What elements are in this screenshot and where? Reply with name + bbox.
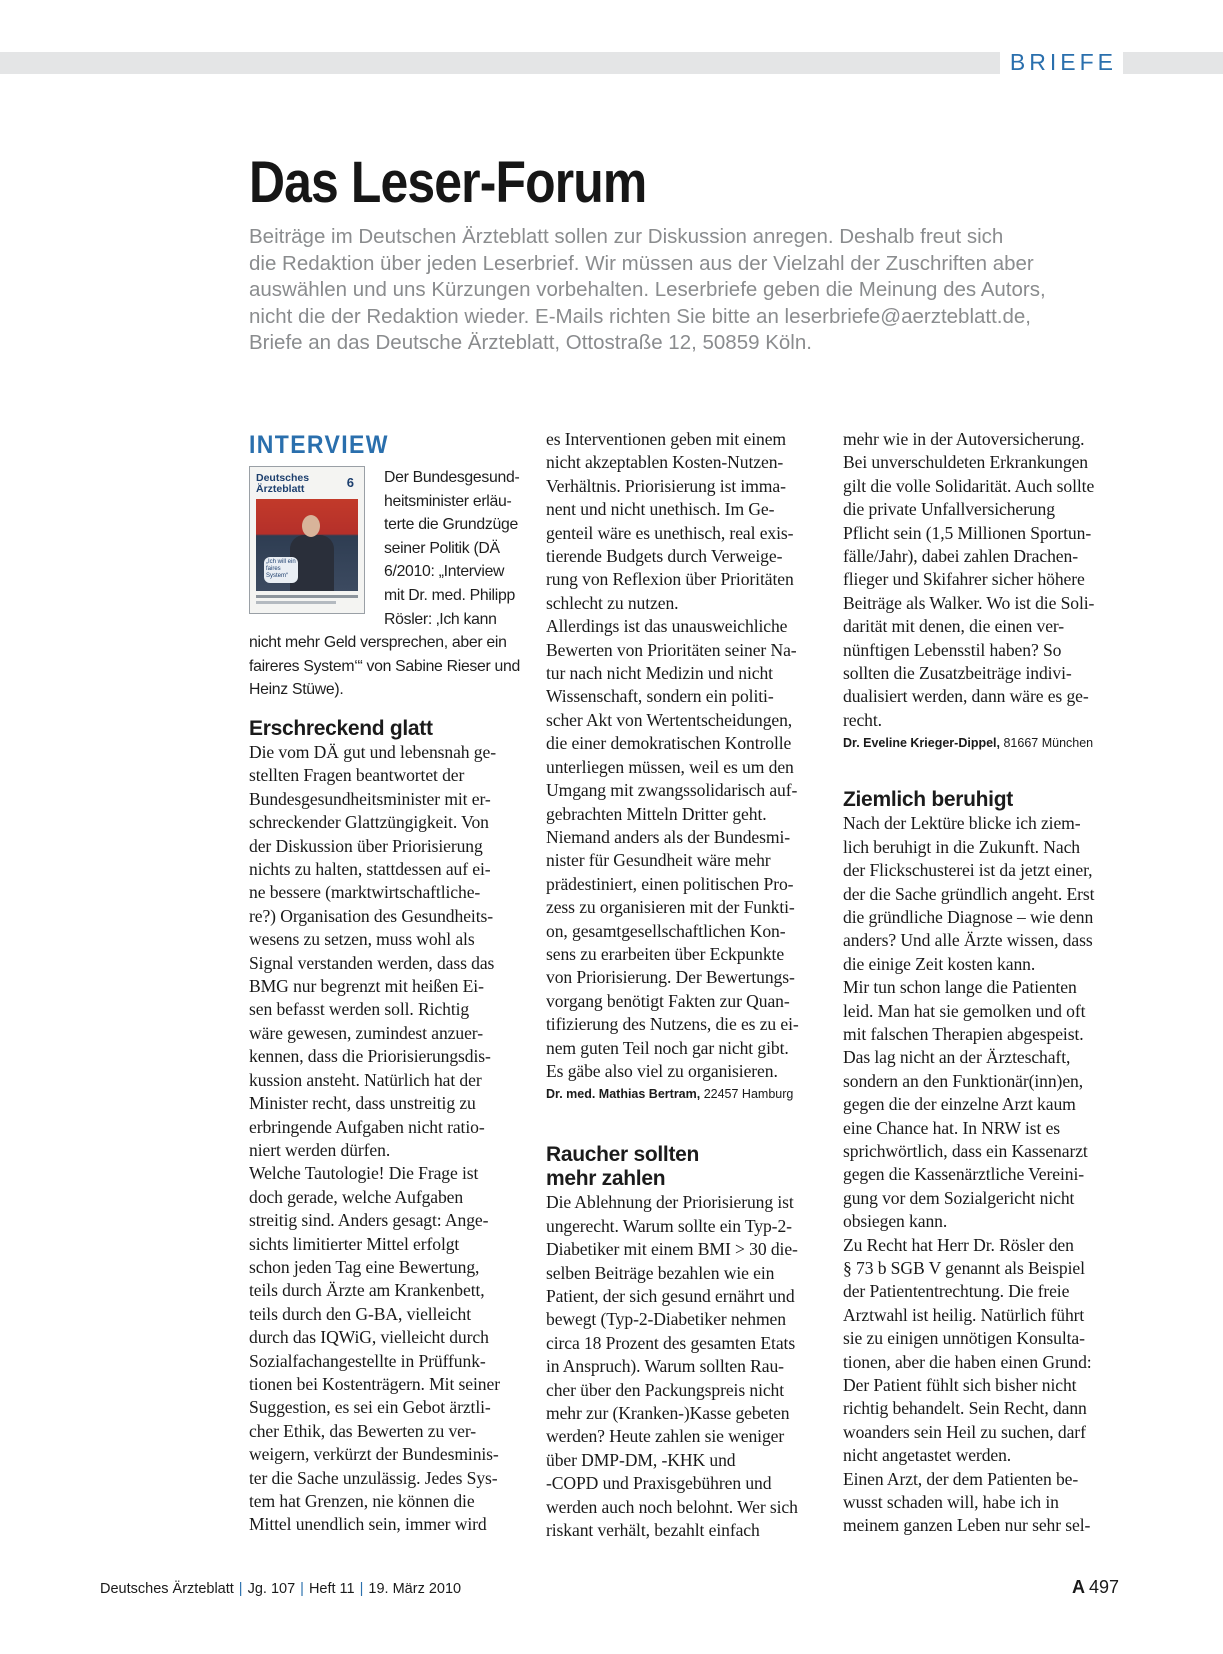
text-line: wesens zu setzen, muss wohl als xyxy=(249,929,475,950)
text-line: cher Ethik, das Bewerten zu ver- xyxy=(249,1420,477,1441)
text-line: Der Patient fühlt sich bisher nicht xyxy=(843,1375,1077,1396)
text-line: cher über den Packungspreis nicht xyxy=(546,1379,785,1400)
text-line: erbringende Aufgaben nicht ratio- xyxy=(249,1116,485,1137)
footer-separator: | xyxy=(300,1581,304,1597)
column-3 xyxy=(843,428,1123,1538)
page-title: Das Leser-Forum xyxy=(249,150,647,215)
text-line: teils durch den G-BA, vielleicht xyxy=(249,1303,472,1324)
letter-heading: mehr zahlen xyxy=(546,1167,666,1191)
text-line: mehr wie in der Autoversicherung. xyxy=(843,429,1085,449)
footer-separator: | xyxy=(359,1581,364,1597)
text-line: re?) Organisation des Gesundheits- xyxy=(249,905,493,926)
text-line: nünftigen Lebensstil haben? So xyxy=(843,639,1062,660)
text-line: teils durch Ärzte am Krankenbett, xyxy=(249,1280,485,1301)
text-line: 6/2010: „Interview xyxy=(384,563,505,581)
text-line: durch das IQWiG, vielleicht durch xyxy=(249,1327,489,1348)
text-line: weigern, verkürzt der Bundesminis- xyxy=(249,1444,499,1465)
text-line: streitig sind. Anders gesagt: Ange- xyxy=(249,1210,489,1231)
text-line: flieger und Skifahrer sicher höhere xyxy=(843,569,1085,590)
text-line: -COPD und Praxisgebühren und xyxy=(546,1473,772,1494)
text-line: meinem ganzen Leben nur sehr sel- xyxy=(843,1515,1091,1536)
column-2 xyxy=(546,428,826,1542)
intro-line: nicht die der Redaktion wieder. E-Mails richten Sie bitte an leserbriefe@aerzteblatt.de, xyxy=(249,304,1031,328)
text-line: nichts zu halten, stattdessen auf ei- xyxy=(249,859,491,880)
cover-quote: „Ich will ein faires System“ xyxy=(264,557,298,583)
text-line: wusst schaden will, habe ich in xyxy=(843,1492,1059,1513)
text-line: unterliegen müssen, weil es um den xyxy=(546,756,794,777)
text-line: sichts limitierter Mittel erfolgt xyxy=(249,1233,460,1254)
cover-title: Deutsches Ärzteblatt xyxy=(256,472,310,495)
text-line: obsiegen kann. xyxy=(843,1211,948,1232)
interview-kicker: INTERVIEW xyxy=(249,431,389,459)
text-line: leid. Man hat sie gemolken und oft xyxy=(843,1000,1086,1021)
text-line: Allerdings ist das unausweichliche xyxy=(546,616,788,637)
text-line: riskant verhält, bezahlt einfach xyxy=(546,1520,760,1541)
text-line: kussion ansteht. Natürlich hat der xyxy=(249,1069,482,1090)
text-line: sen befasst werden soll. Richtig xyxy=(249,999,470,1020)
text-line: Arztwahl ist heilig. Natürlich führt xyxy=(843,1304,1085,1325)
letter-signature xyxy=(546,1083,826,1105)
text-line: Die Ablehnung der Priorisierung ist xyxy=(546,1192,794,1213)
intro-line: die Redaktion über jeden Leserbrief. Wir müssen aus der Vielzahl der Zuschriften aber xyxy=(249,251,1034,275)
text-line: bewegt (Typ-2-Diabetiker nehmen xyxy=(546,1309,786,1330)
text-line: tifizierung des Nutzens, die es zu ei- xyxy=(546,1014,799,1035)
text-line: rung von Reflexion über Prioritäten xyxy=(546,569,794,590)
text-line: Der Bundesgesund- xyxy=(384,469,520,486)
text-line: scher Akt von Wertentscheidungen, xyxy=(546,709,793,730)
letter-heading: Ziemlich beruhigt xyxy=(843,788,1013,812)
text-line: ter die Sache unzulässig. Jedes Sys- xyxy=(249,1467,498,1488)
text-line: doch gerade, welche Aufgaben xyxy=(249,1186,464,1207)
page-number xyxy=(1072,1577,1119,1598)
text-line: die private Unfallversicherung xyxy=(843,499,1055,520)
intro-paragraph xyxy=(249,224,1129,357)
text-line: schlecht zu nutzen. xyxy=(546,592,679,613)
text-line: Diabetiker mit einem BMI > 30 die- xyxy=(546,1239,798,1260)
text-line: niert werden dürfen. xyxy=(249,1139,391,1160)
text-line: woanders sein Heil zu suchen, darf xyxy=(843,1421,1086,1442)
text-line: vorgang benötigt Fakten zur Quan- xyxy=(546,990,790,1011)
text-line: die einer demokratischen Kontrolle xyxy=(546,733,792,754)
text-line: werden auch noch belohnt. Wer sich xyxy=(546,1496,798,1517)
text-line: gegen die Kassenärztliche Vereini- xyxy=(843,1164,1085,1185)
text-line: Heinz Stüwe). xyxy=(249,681,344,699)
text-line: schon jeden Tag eine Bewertung, xyxy=(249,1256,480,1277)
text-line: nicht akzeptablen Kosten-Nutzen- xyxy=(546,452,784,473)
page-number-value: 497 xyxy=(1088,1577,1119,1597)
page-footer xyxy=(100,1581,461,1597)
text-line: die einige Zeit kosten kann. xyxy=(843,953,1036,974)
text-line: schreckender Glattzüngigkeit. Von xyxy=(249,812,489,833)
text-line: Signal verstanden werden, dass das xyxy=(249,952,495,973)
text-line: Einen Arzt, der dem Patienten be- xyxy=(843,1468,1079,1489)
text-line: anders? Und alle Ärzte wissen, dass xyxy=(843,930,1093,951)
text-line: der Diskussion über Priorisierung xyxy=(249,835,483,856)
text-line: der Flickschusterei ist da jetzt einer, xyxy=(843,860,1093,881)
text-line: genteil wäre es unethisch, real exis- xyxy=(546,522,794,543)
text-line: Welche Tautologie! Die Frage ist xyxy=(249,1163,479,1184)
text-line: Zu Recht hat Herr Dr. Rösler den xyxy=(843,1234,1074,1255)
text-line: gung vor dem Sozialgericht nicht xyxy=(843,1187,1075,1208)
text-line: ungerecht. Warum sollte ein Typ-2- xyxy=(546,1215,792,1236)
text-line: werden? Heute zahlen sie weniger xyxy=(546,1426,785,1447)
footer-date: 19. März 2010 xyxy=(368,1581,462,1597)
text-line: nister für Gesundheit wäre mehr xyxy=(546,850,771,871)
page-prefix: A xyxy=(1071,1577,1085,1597)
author-name: Dr. Eveline Krieger-Dippel, xyxy=(843,736,1000,751)
text-line: richtig behandelt. Sein Recht, dann xyxy=(843,1398,1087,1419)
text-line: Bundesgesundheitsminister mit er- xyxy=(249,788,491,809)
text-line: Pflicht sein (1,5 Millionen Sportun- xyxy=(843,522,1092,543)
text-line: kennen, dass die Priorisierungsdis- xyxy=(249,1046,491,1067)
text-line: in Anspruch). Warum sollten Rau- xyxy=(546,1356,784,1377)
letter-2-continued xyxy=(843,428,1123,732)
text-line: mit falschen Therapien abgespeist. xyxy=(843,1023,1084,1044)
text-line: BMG nur begrenzt mit heißen Ei- xyxy=(249,976,484,997)
text-line: dualisiert werden, dann wäre es ge- xyxy=(843,686,1089,707)
text-line: tem hat Grenzen, nie können die xyxy=(249,1491,475,1511)
column-1 xyxy=(249,428,529,1537)
section-label: BRIEFE xyxy=(1000,48,1123,76)
text-line: Patient, der sich gesund ernährt und xyxy=(546,1286,795,1306)
letter-1-continued xyxy=(546,428,826,1083)
text-line: § 73 b SGB V genannt als Beispiel xyxy=(843,1258,1085,1278)
text-line: über DMP-DM, -KHK und xyxy=(546,1449,736,1470)
text-line: sie zu einigen unnötigen Konsulta- xyxy=(843,1328,1085,1349)
text-line: ne bessere (marktwirtschaftliche- xyxy=(249,882,481,903)
text-line: nent und nicht unethisch. Im Ge- xyxy=(546,499,775,520)
text-line: sprichwörtlich, dass ein Kassenarzt xyxy=(843,1140,1088,1161)
text-line: Die vom DÄ gut und lebensnah ge- xyxy=(249,742,496,762)
text-line: gebrachten Mitteln Dritter geht. xyxy=(546,803,767,824)
text-line: selben Beiträge bezahlen wie ein xyxy=(546,1262,775,1283)
author-location: 81667 München xyxy=(1003,736,1094,751)
footer-issue: Heft 11 xyxy=(308,1581,355,1597)
letter-heading: Erschreckend glatt xyxy=(249,717,433,740)
intro-line: auswählen und uns Kürzungen vorbehalten. Leserbriefe geben die Meinung des Autors, xyxy=(249,278,1046,301)
text-line: gilt die volle Solidarität. Auch sollte xyxy=(843,475,1095,496)
text-line: Das lag nicht an der Ärzteschaft, xyxy=(843,1047,1071,1068)
text-line: Sozialfachangestellte in Prüffunk- xyxy=(249,1350,486,1371)
text-line: es Interventionen geben mit einem xyxy=(546,429,786,449)
text-line: der die Sache gründlich angeht. Erst xyxy=(843,883,1095,904)
text-line: Wissenschaft, sondern ein politi- xyxy=(546,686,774,707)
intro-line: Beiträge im Deutschen Ärzteblatt sollen zur Diskussion anregen. Deshalb freut sich xyxy=(249,225,1004,248)
text-line: nem guten Teil noch gar nicht gibt. xyxy=(546,1037,789,1058)
text-line: nicht mehr Geld versprechen, aber ein xyxy=(249,634,507,652)
text-line: Verhältnis. Priorisierung ist imma- xyxy=(546,475,786,496)
footer-journal: Deutsches Ärzteblatt xyxy=(100,1581,234,1597)
text-line: heitsminister erläu- xyxy=(384,492,512,510)
text-line: Es gäbe also viel zu organisieren. xyxy=(546,1060,778,1081)
text-line: sollten die Zusatzbeiträge indivi- xyxy=(843,663,1072,684)
text-line: recht. xyxy=(843,709,882,730)
text-line: mit Dr. med. Philipp xyxy=(384,586,515,604)
cover-issue-number: 6 xyxy=(346,475,354,490)
text-line: Bewerten von Prioritäten seiner Na- xyxy=(546,639,797,660)
text-line: seiner Politik (DÄ xyxy=(384,539,500,557)
text-line: Umgang mit zwangssolidarisch auf- xyxy=(546,780,798,801)
text-line: sondern an den Funktionär(inn)en, xyxy=(843,1070,1084,1091)
text-line: gegen die der einzelne Arzt kaum xyxy=(843,1094,1076,1115)
text-line: die gründliche Diagnose – wie denn xyxy=(843,906,1094,927)
text-line: tionen, aber die haben einen Grund: xyxy=(843,1351,1092,1372)
text-line: eine Chance hat. In NRW ist es xyxy=(843,1117,1061,1138)
author-name: Dr. med. Mathias Bertram, xyxy=(546,1087,701,1102)
footer-separator: | xyxy=(238,1581,243,1597)
text-line: tierende Budgets durch Verweige- xyxy=(546,546,783,567)
interview-reference xyxy=(249,466,529,699)
text-line: faireres System‘“ von Sabine Rieser und xyxy=(249,657,521,675)
letter-1-body xyxy=(249,741,529,1537)
text-line: prädestiniert, einen politischen Pro- xyxy=(546,873,794,894)
author-location: 22457 Hamburg xyxy=(703,1087,794,1102)
text-line: tionen bei Kostenträgern. Mit seiner xyxy=(249,1373,500,1394)
footer-volume: Jg. 107 xyxy=(247,1581,296,1597)
text-line: von Priorisierung. Der Bewertungs- xyxy=(546,967,795,988)
interview-summary xyxy=(249,466,529,702)
text-line: nicht angetastet werden. xyxy=(843,1445,1012,1466)
text-line: stellten Fragen beantwortet der xyxy=(249,765,465,786)
letter-signature xyxy=(843,732,1123,754)
text-line: Niemand anders als der Bundesmi- xyxy=(546,826,791,847)
text-line: Mittel unendlich sein, immer wird xyxy=(249,1514,487,1535)
text-line: circa 18 Prozent des gesamten Etats xyxy=(546,1332,796,1353)
letter-heading: Raucher sollten xyxy=(546,1143,700,1167)
text-line: lich beruhigt in die Zukunft. Nach xyxy=(843,836,1080,857)
text-line: Mir tun schon lange die Patienten xyxy=(843,977,1077,998)
text-line: darität mit denen, die einen ver- xyxy=(843,616,1065,637)
text-line: mehr zur (Kranken-)Kasse gebeten xyxy=(546,1403,790,1424)
letter-2-body xyxy=(546,1191,826,1542)
text-line: sens zu erarbeiten über Eckpunkte xyxy=(546,943,785,964)
text-line: Minister recht, dass unstreitig zu xyxy=(249,1093,476,1114)
text-line: terte die Grundzüge xyxy=(384,516,518,534)
text-line: Suggestion, es sei ein Gebot ärztli- xyxy=(249,1397,491,1418)
text-line: tur nach nicht Medizin und nicht xyxy=(546,663,773,684)
intro-line: Briefe an das Deutsche Ärzteblatt, Ottostraße 12, 50859 Köln. xyxy=(249,331,812,354)
text-line: Rösler: ‚Ich kann xyxy=(384,610,497,628)
text-line: zess zu organisieren mit der Funkti- xyxy=(546,897,795,918)
text-line: Bei unverschuldeten Erkrankungen xyxy=(843,452,1088,473)
text-line: Beiträge als Walker. Wo ist die Soli- xyxy=(843,592,1095,613)
letter-3-body xyxy=(843,812,1123,1538)
text-line: fälle/Jahr), dabei zahlen Drachen- xyxy=(843,546,1078,567)
text-line: Nach der Lektüre blicke ich ziem- xyxy=(843,813,1081,834)
text-line: der Patiententrechtung. Die freie xyxy=(843,1281,1070,1302)
text-line: on, gesamtgesellschaftlichen Kon- xyxy=(546,920,786,941)
text-line: wäre gewesen, zumindest anzuer- xyxy=(249,1022,483,1043)
